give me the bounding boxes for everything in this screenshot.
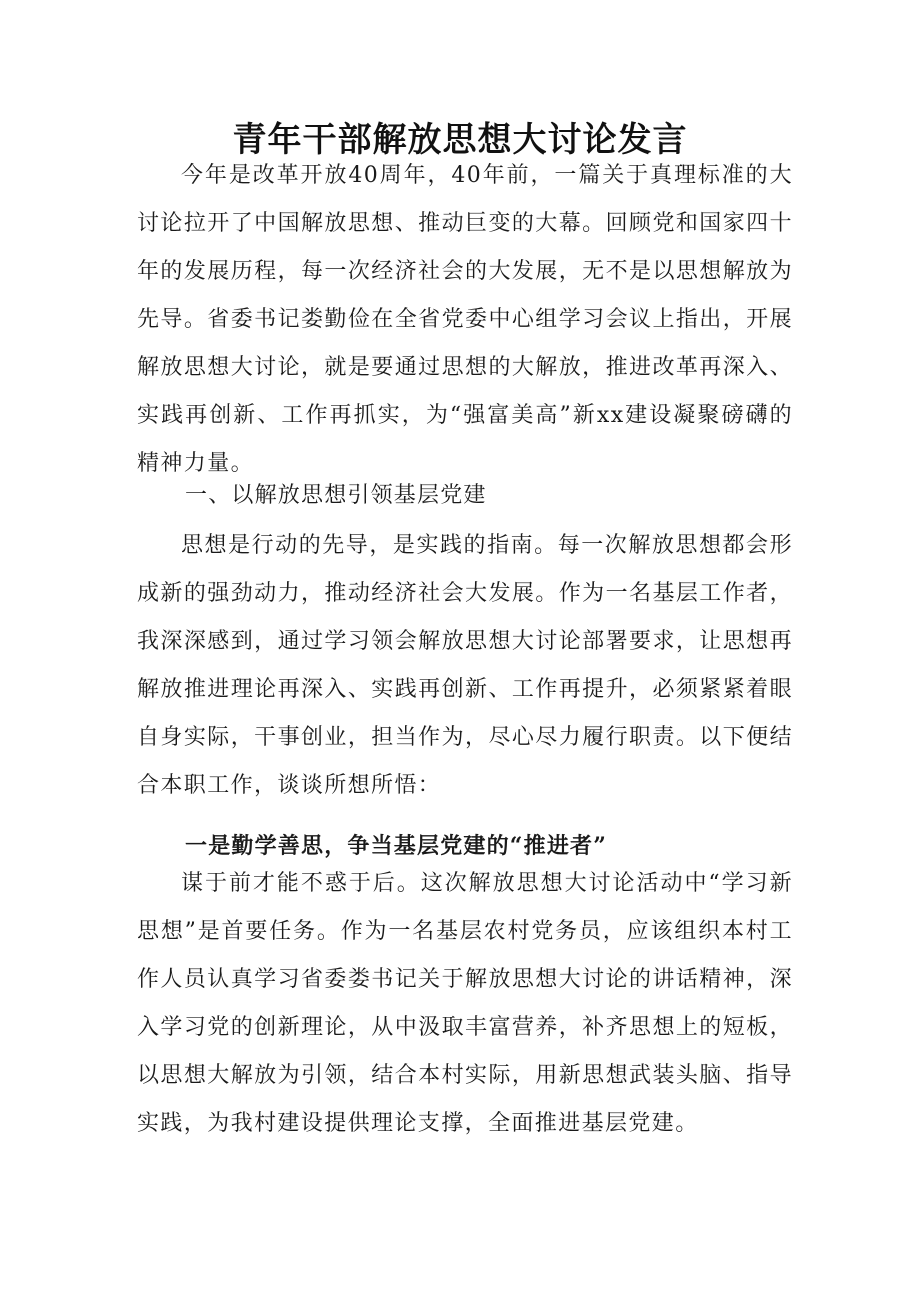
document-title: 青年干部解放思想大讨论发言 (232, 120, 688, 160)
paragraph-section-1: 思想是行动的先导，是实践的指南。每一次解放思想都会形成新的强劲动力，推动经济社会大发展。作为一名基层工作者，我深深感到，通过学习领会解放思想大讨论部署要求，让思想再解放推进理论再深入、实践再创新、工作再提升，必须紧紧着眼自身实际，干事创业，担当作为，尽心尽力履行职责。以下便结合本职工作，谈谈所想所悟： (137, 533, 793, 798)
paragraph-sub-1: 谋于前才能不惑于后。这次解放思想大讨论活动中“学习新思想”是首要任务。作为一名基层农村党务员，应该组织本村工作人员认真学习省委娄书记关于解放思想大讨论的讲话精神，深入学习党的创新理论，从中汲取丰富营养，补齐思想上的短板，以思想大解放为引领，结合本村实际，用新思想武装头脑、指导实践，为我村建设提供理论支撑，全面推进基层党建。 (137, 871, 793, 1136)
sub-heading: 一是勤学善思，争当基层党建的“推进者” (185, 833, 608, 859)
section-heading: 一、以解放思想引领基层党建 (185, 483, 487, 508)
paragraph-intro: 今年是改革开放40周年，40年前，一篇关于真理标准的大讨论拉开了中国解放思想、推动巨变的大幕。回顾党和国家四十年的发展历程，每一次经济社会的大发展，无不是以思想解放为先导。省委书记娄勤俭在全省党委中心组学习会议上指出，开展解放思想大讨论，就是要通过思想的大解放，推进改革再深入、实践再创新、工作再抓实，为“强富美高”新xx建设凝聚磅礴的精神力量。 (137, 163, 793, 476)
